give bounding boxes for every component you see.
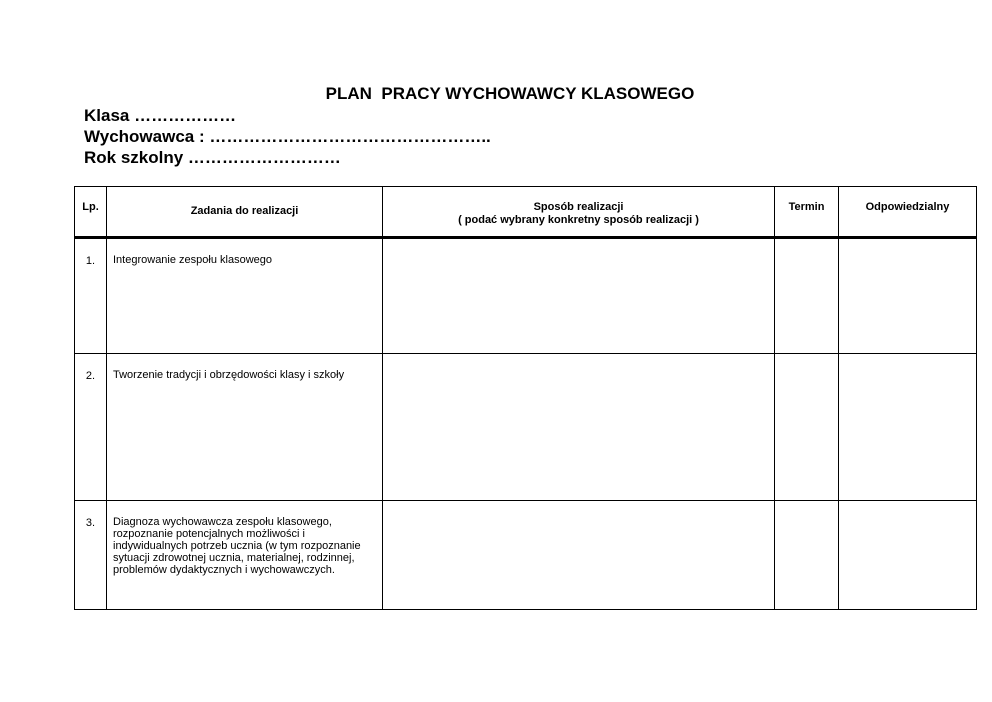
- sposob-cell[interactable]: [383, 354, 775, 501]
- header-sposob-subtitle: ( podać wybrany konkretny sposób realizacji ): [458, 214, 699, 226]
- task-cell: Integrowanie zespołu klasowego: [107, 238, 383, 354]
- table-row: [75, 238, 977, 354]
- header-lp: Lp.: [75, 187, 107, 238]
- header-sposob-title: Sposób realizacji: [533, 201, 624, 213]
- sposob-cell[interactable]: [383, 501, 775, 610]
- table-header-row: [75, 187, 977, 238]
- odpowiedzialny-cell[interactable]: [839, 238, 977, 354]
- klasa-field: Klasa ………………: [84, 106, 237, 125]
- header-termin: Termin: [775, 187, 839, 238]
- task-cell: Tworzenie tradycji i obrzędowości klasy i szkoły: [107, 354, 383, 501]
- rok-szkolny-field: Rok szkolny ………………………: [84, 148, 341, 167]
- sposob-cell[interactable]: [383, 238, 775, 354]
- page-title: PLAN PRACY WYCHOWAWCY KLASOWEGO: [325, 84, 695, 103]
- termin-cell[interactable]: [775, 238, 839, 354]
- header-zadania: Zadania do realizacji: [107, 187, 383, 238]
- header-sposob: [383, 187, 775, 238]
- row-number: 2.: [75, 354, 107, 501]
- row-number: 1.: [75, 238, 107, 354]
- plan-table: [74, 186, 977, 610]
- wychowawca-field: Wychowawca : …………………………………………..: [84, 127, 491, 146]
- task-cell: Diagnoza wychowawcza zespołu klasowego, rozpoznanie potencjalnych możliwości i indywidualnych potrzeb ucznia (w tym rozpoznanie sytuacji zdrowotnej ucznia, materialnej, rodzinnej, problemów dydaktycznych i wychowawczych.: [107, 501, 383, 610]
- row-number: 3.: [75, 501, 107, 610]
- odpowiedzialny-cell[interactable]: [839, 354, 977, 501]
- termin-cell[interactable]: [775, 501, 839, 610]
- header-odpowiedzialny: Odpowiedzialny: [839, 187, 977, 238]
- table-row: [75, 501, 977, 610]
- termin-cell[interactable]: [775, 354, 839, 501]
- header-fields: [84, 105, 491, 168]
- table-row: [75, 354, 977, 501]
- odpowiedzialny-cell[interactable]: [839, 501, 977, 610]
